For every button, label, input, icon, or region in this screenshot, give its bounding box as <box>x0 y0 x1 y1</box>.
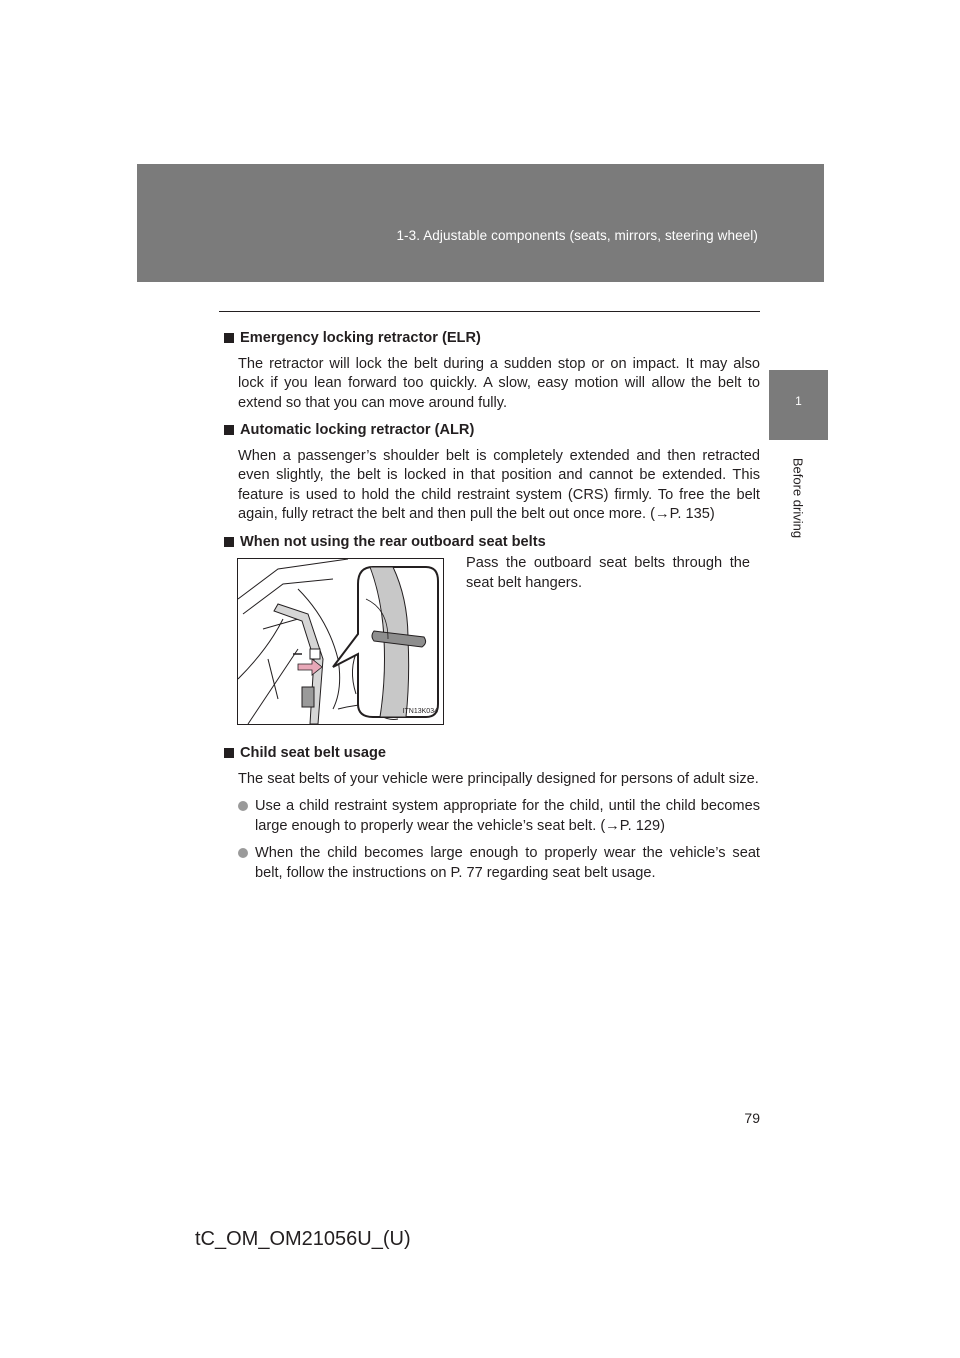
page-number: 79 <box>744 1110 760 1126</box>
heading-rear-text: When not using the rear outboard seat belts <box>240 533 546 550</box>
heading-elr-text: Emergency locking retractor (ELR) <box>240 330 481 346</box>
chapter-number: 1 <box>795 394 802 408</box>
list-item <box>238 797 760 836</box>
seat-belt-hanger-illustration <box>237 558 444 725</box>
heading-elr <box>224 329 760 349</box>
circle-bullet-icon <box>238 801 248 811</box>
square-bullet-icon <box>224 748 234 758</box>
figure-code: ITN13K034 <box>402 707 438 715</box>
top-rule <box>219 311 760 312</box>
square-bullet-icon <box>224 333 234 343</box>
heading-alr-text: Automatic locking retractor (ALR) <box>240 422 475 438</box>
elr-body: The retractor will lock the belt during a sudden stop or on impact. It may also lock if you lean forward too quickly. A slow, easy motion will allow the belt to extend so that you can move around fully. <box>238 355 760 411</box>
circle-bullet-icon <box>238 848 248 858</box>
chapter-label: Before driving <box>790 457 806 539</box>
heading-alr <box>224 421 760 441</box>
seat-belt-hanger-drawing <box>238 559 443 724</box>
heading-child-text: Child seat belt usage <box>240 745 386 761</box>
square-bullet-icon <box>224 425 234 435</box>
child-body: The seat belts of your vehicle were principally designed for persons of adult size. <box>238 770 759 787</box>
rear-body: Pass the outboard seat belts through the seat belt hangers. <box>466 555 750 591</box>
chapter-tab <box>769 370 828 440</box>
heading-rear <box>224 533 760 553</box>
list-item-text: Use a child restraint system appropriate for the child, until the child becomes large enough to properly wear the vehicle’s seat belt. (→P. 129) <box>255 798 760 834</box>
rear-belt-figure-row <box>224 555 760 736</box>
list-item <box>238 844 760 883</box>
heading-child <box>224 744 760 764</box>
document-id: tC_OM_OM21056U_(U) <box>195 1228 411 1250</box>
list-item-text: When the child becomes large enough to properly wear the vehicle’s seat belt, follow the instructions on P. 77 regarding seat belt usage. <box>255 845 760 881</box>
page-content <box>224 329 760 891</box>
square-bullet-icon <box>224 537 234 547</box>
section-title: 1-3. Adjustable components (seats, mirrors, steering wheel) <box>396 228 758 243</box>
alr-body: When a passenger’s shoulder belt is completely extended and then retracted even slightly, the belt is locked in that position and cannot be extended. This feature is used to hold the child restraint system (CRS) firmly. To free the belt again, fully retract the belt and then pull the belt out once more. (→P. 135) <box>238 447 760 522</box>
header-band <box>137 164 824 282</box>
